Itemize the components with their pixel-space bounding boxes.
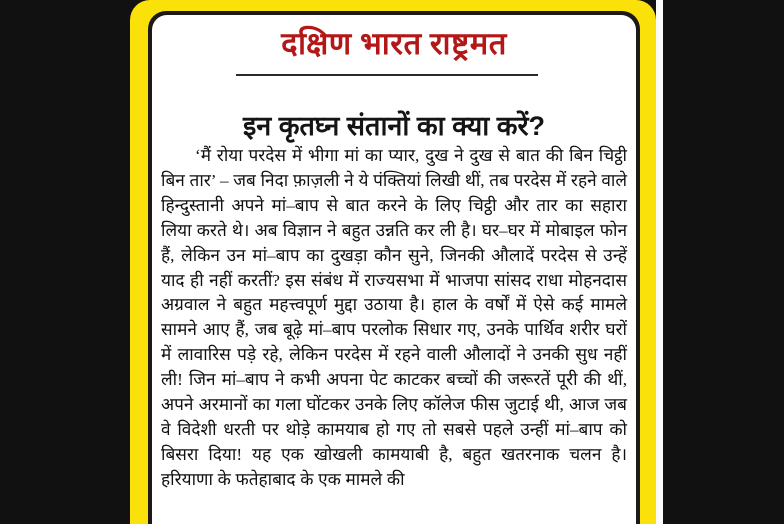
article-body-text: ‘मैं रोया परदेस में भीगा मां का प्यार, दुख ने दुख से बात की बिन चिट्ठी बिन तार’ – जब निदा फ़ाज़ली ने ये पंक्तियां लिखी थीं, तब परदेस में रहने वाले हिन्दुस्तानी अपने मां–बाप से बात करने के लिए चिट्ठी और तार का सहारा लिया करते थे। अब विज्ञान ने बहुत उन्नति कर ली है। घर–घर में मोबाइल फोन हैं, लेकिन उन मां–बाप का दुखड़ा कौन सुने, जिनकी औलादें परदेस से उन्हें याद ही नहीं करतीं? इस संबंध में राज्यसभा में भाजपा सांसद राधा मोहनदास अग्रवाल ने बहुत महत्त्वपूर्ण मुद्दा उठाया है। हाल के वर्षों में ऐसे कई मामले सामने आए हैं, जब बूढ़े मां–बाप परलोक सिधार गए, उनके पार्थिव शरीर घरों में लावारिस पड़े रहे, लेकिन परदेस में रहने वाली औलादों ने उनकी सुध नहीं ली! जिन मां–बाप ने कभी अपना पेट काटकर बच्चों की जरूरतें पूरी की थीं, अपने अरमानों का गला घोंटकर उनके लिए कॉलेज फीस जुटाई थी, आज जब वे विदेशी धरती पर थोड़े कामयाब हो गए तो सबसे पहले उन्हीं मां–बाप को बिसरा दिया! यह एक खोखली कामयाबी है, बहुत खतरनाक चलन है। हरियाणा के फतेहाबाद के एक मामले की bbox=[161, 146, 627, 489]
publication-masthead: दक्षिण भारत राष्ट्रमत bbox=[281, 26, 507, 61]
article-headline: इन कृतघ्न संतानों का क्या करें? bbox=[242, 111, 546, 142]
newspaper-page-content bbox=[152, 15, 636, 524]
frame-right-white-edge bbox=[656, 0, 663, 524]
newspaper-page bbox=[152, 15, 636, 524]
masthead-divider bbox=[236, 74, 538, 76]
